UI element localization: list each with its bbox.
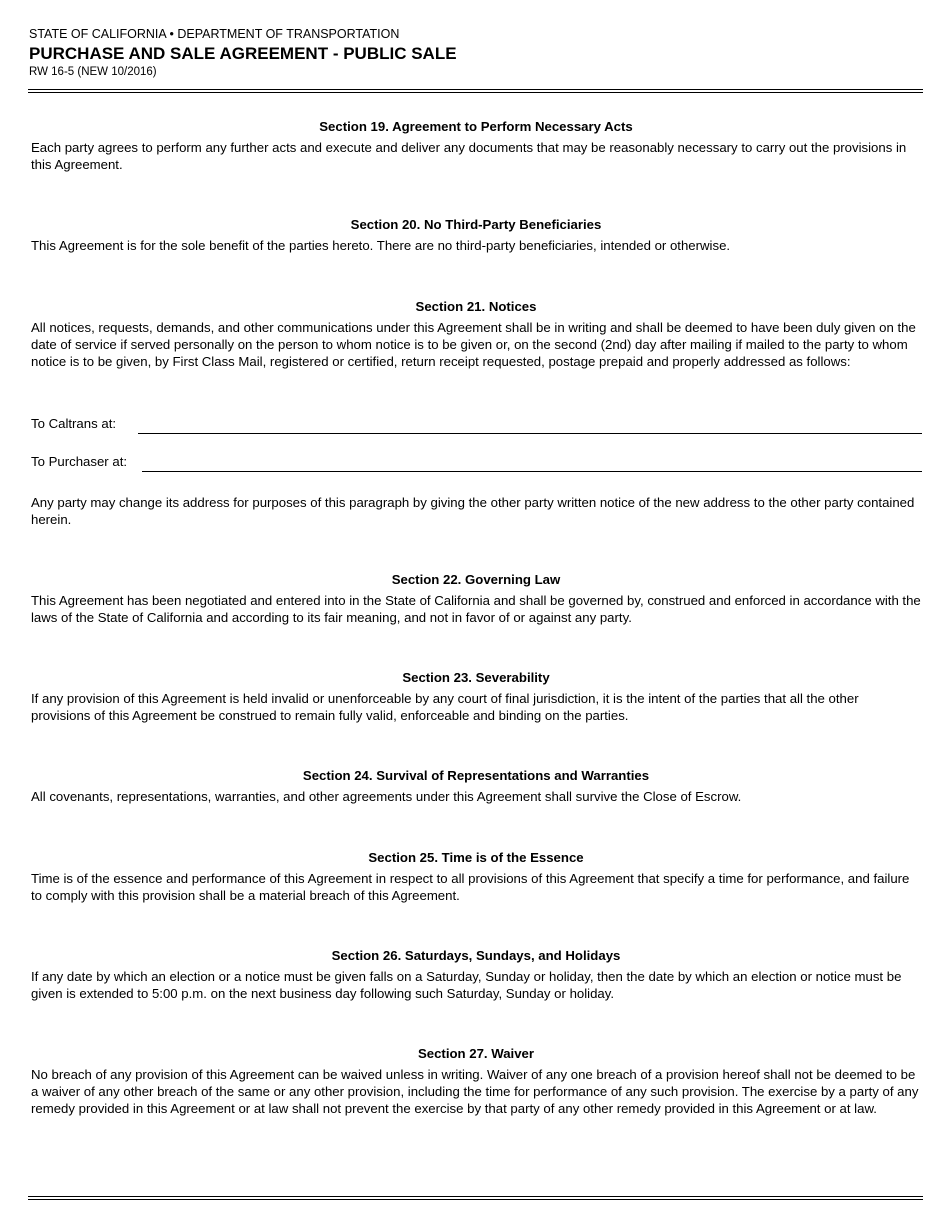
caltrans-address-row (31, 414, 922, 434)
caltrans-address-label: To Caltrans at: (31, 416, 117, 431)
purchaser-address-field[interactable] (142, 453, 922, 472)
section-body: This Agreement has been negotiated and entered into in the State of California and shall be governed by, construed and enforced in accordance with the laws of the State of California and according to its fair meaning, and not in favor of or against any party. (31, 593, 921, 625)
form-header (29, 27, 923, 80)
section-20 (31, 216, 921, 254)
section-heading: Section 26. Saturdays, Sundays, and Holidays (331, 948, 621, 963)
footer-divider (28, 1196, 923, 1200)
section-26 (31, 947, 921, 1002)
section-19 (31, 118, 921, 173)
section-27 (31, 1045, 921, 1117)
section-heading: Section 24. Survival of Representations and Warranties (302, 768, 650, 783)
header-divider (28, 89, 923, 93)
section-heading: Section 20. No Third-Party Beneficiaries (350, 217, 602, 232)
section-heading: Section 27. Waiver (417, 1046, 535, 1061)
section-body: All covenants, representations, warranties, and other agreements under this Agreement shall survive the Close of Escrow. (31, 789, 742, 804)
purchaser-address-label: To Purchaser at: (31, 454, 128, 469)
section-body: If any date by which an election or a notice must be given falls on a Saturday, Sunday or holiday, then the date by which an election or notice must be given is extended to 5:00 p.m. on the next business day following such Saturday, Sunday or holiday. (31, 969, 902, 1001)
section-23 (31, 669, 921, 724)
agency-name: STATE OF CALIFORNIA • DEPARTMENT OF TRANSPORTATION (29, 27, 400, 41)
section-heading: Section 19. Agreement to Perform Necessary Acts (319, 119, 633, 134)
section-body: This Agreement is for the sole benefit of the parties hereto. There are no third-party beneficiaries, intended or otherwise. (31, 238, 731, 253)
section-22 (31, 571, 921, 626)
section-21 (31, 298, 921, 370)
section-24 (31, 767, 921, 805)
section-heading: Section 25. Time is of the Essence (368, 850, 584, 865)
section-21-closing (31, 494, 921, 528)
section-body: Each party agrees to perform any further acts and execute and deliver any documents that may be reasonably necessary to carry out the provisions in this Agreement. (31, 140, 907, 172)
section-body: No breach of any provision of this Agreement can be waived unless in writing. Waiver of any one breach of a provision hereof shall not be deemed to be a waiver of any other breach of the same or any other provision, including the time for performance of any such provision. The exercise by a party of any remedy provided in this Agreement or at law shall not prevent the exercise by that party of any other remedy provided in this Agreement or at law. (31, 1067, 919, 1116)
form-id: RW 16-5 (NEW 10/2016) (29, 66, 157, 78)
section-heading: Section 21. Notices (415, 299, 537, 314)
section-heading: Section 22. Governing Law (391, 572, 561, 587)
form-title: PURCHASE AND SALE AGREEMENT - PUBLIC SALE (29, 44, 457, 63)
purchaser-address-row (31, 452, 922, 472)
section-heading: Section 23. Severability (402, 670, 550, 685)
section-25 (31, 849, 921, 904)
section-body: All notices, requests, demands, and other communications under this Agreement shall be in writing and shall be deemed to have been duly given on the date of service if served personally on the person to whom notice is to be given or, on the second (2nd) day after mailing if mailed to the party to whom notice is to be given, by First Class Mail, registered or certified, return receipt requested, postage prepaid and properly addressed as follows: (31, 320, 916, 369)
section-body: Time is of the essence and performance of this Agreement in respect to all provisions of this Agreement that specify a time for performance, and failure to comply with this provision shall be a material breach of this Agreement. (31, 871, 910, 903)
caltrans-address-field[interactable] (138, 415, 922, 434)
section-body: Any party may change its address for purposes of this paragraph by giving the other party written notice of the new address to the other party contained herein. (31, 495, 915, 527)
section-body: If any provision of this Agreement is held invalid or unenforceable by any court of final jurisdiction, it is the intent of the parties that all the other provisions of this Agreement be construed to remain fully valid, enforceable and binding on the parties. (31, 691, 859, 723)
